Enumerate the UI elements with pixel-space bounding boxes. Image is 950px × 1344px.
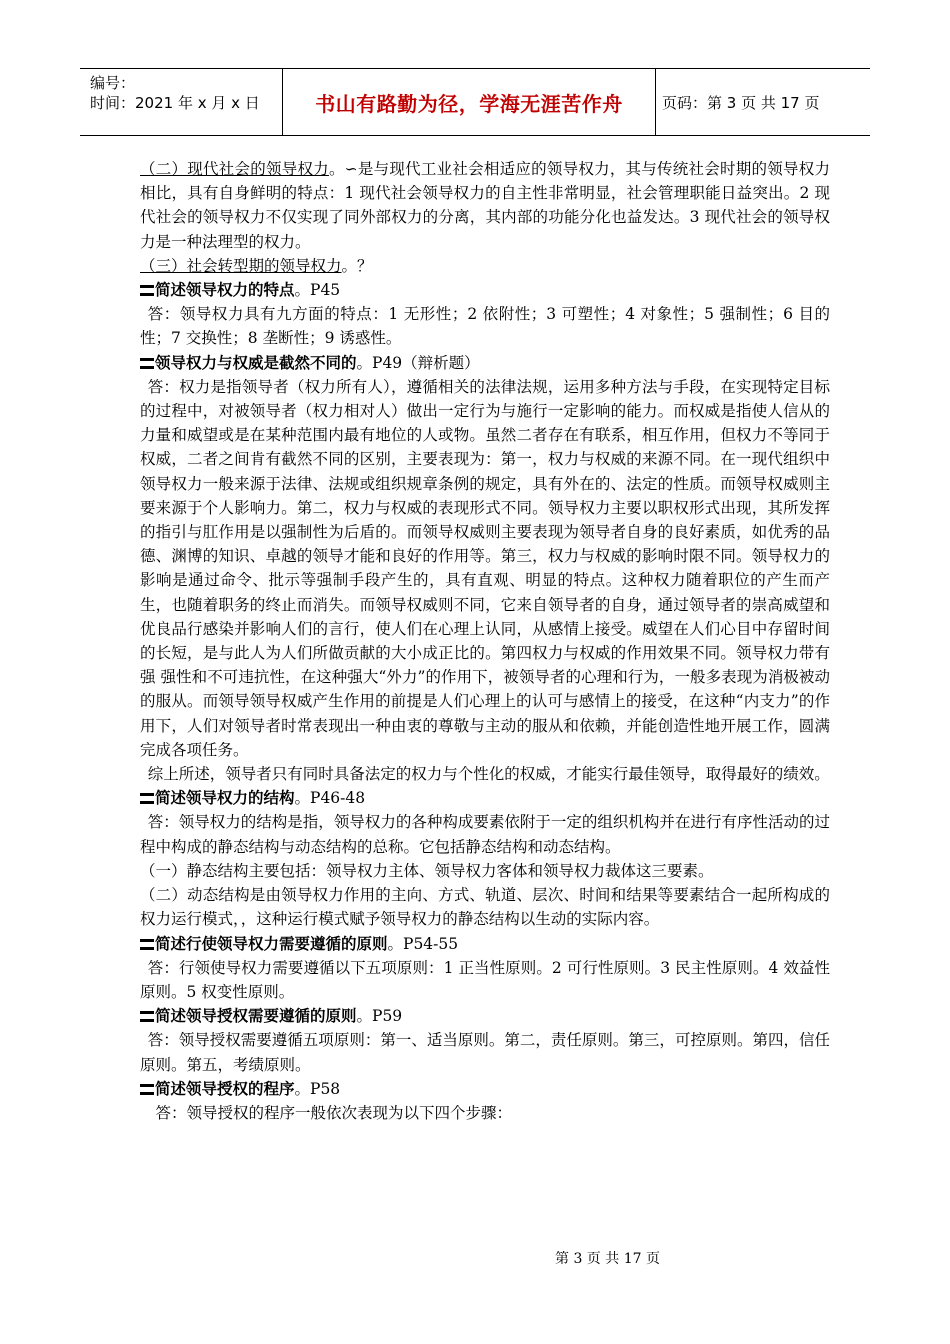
question-page-ref: 。P54-55 xyxy=(387,934,459,953)
question-heading xyxy=(140,932,830,956)
doc-number-label: 编号： xyxy=(90,74,136,92)
answer-paragraph: 答：领导授权需要遵循五项原则：第一、适当原则。第二，责任原则。第三，可控原则。第四，信任原则。第五，考绩原则。 xyxy=(140,1031,830,1074)
header-page-label: 页码：第 3 页 共 17 页 xyxy=(662,93,820,112)
question-text: 简述领导权力的结构 xyxy=(155,789,295,808)
question-heading xyxy=(140,1077,830,1101)
question-heading xyxy=(140,786,830,810)
answer-paragraph: 答：领导权力的结构是指，领导权力的各种构成要素依附于一定的组织机构并在进行有序性活动的过程中构成的静态结构与动态结构的总称。它包括静态结构和动态结构。 xyxy=(140,813,830,856)
document-body xyxy=(140,157,830,1125)
question-page-ref: 。P49（辩析题） xyxy=(356,353,480,372)
answer-dynamic-structure: （二）动态结构是由领导权力作用的主向、方式、轨道、层次、时间和结果等要素结合一起所构成的权力运行模式，，这种运行模式赋予领导权力的静态结构以生动的实际内容。 xyxy=(140,886,830,929)
question-text: 简述领导权力的特点 xyxy=(155,281,295,300)
heading-bullet-icon xyxy=(140,358,154,369)
header-motto-cell xyxy=(283,69,656,135)
question-page-ref: 。P46-48 xyxy=(294,789,366,808)
question-text: 简述行使领导权力需要遵循的原则 xyxy=(155,934,388,953)
question-page-ref: 。P58 xyxy=(294,1079,341,1098)
section-title-modern: （二）现代社会的领导权力 xyxy=(140,160,329,178)
section-title-transition: （三）社会转型期的领导权力 xyxy=(140,256,342,275)
heading-bullet-icon xyxy=(140,1084,154,1095)
answer-paragraph: 答：领导授权的程序一般依次表现为以下四个步骤： xyxy=(155,1103,513,1122)
heading-bullet-icon xyxy=(140,939,154,950)
answer-paragraph: 答：权力是指领导者（权力所有人），遵循相关的法律法规，运用多种方法与手段，在实现特定目标的过程中，对被领导者（权力相对人）做出一定行为与施行一定影响的能力。而权威是指使人信从的力量和威望或是在某种范围内最有地位的人或物。虽然二者存在有联系，相互作用，但权力不等同于权威，二者之间肯有截然不同的区别，主要表现为：第一，权力与权威的来源不同。在一现代组织中领导权力一般来源于法律、法规或组织规章条例的规定，具有外在的、法定的性质。而领导权威则主要来源于个人影响力。第二，权力与权威的表现形式不同。领导权力主要以职权形式出现，其所发挥的指引与肛作用是以强制性为后盾的。而领导权威则主要表现为领导者自身的良好素质，如优秀的品德、渊博的知识、卓越的领导才能和良好的作用等。第三，权力与权威的影响时限不同。领导权力的影响是通过命令、批示等强制手段产生的，具有直观、明显的特点。这种权力随着职位的产生而产生，也随着职务的终止而消失。而领导权威则不同，它来自领导者的自身，通过领导者的崇高威望和优良品行感染并影响人们的言行，使人们在心理上认同，从感情上接受。威望在人们心目中存留时间的长短，是与此人为人们所做贡献的大小成正比的。第四权力与权威的作用效果不同。领导权力带有强 强性和不可违抗性，在这种强大“外力”的作用下，被领导者的心理和行为，一般多表现为消极被动的服从。而领导领导权威产生作用的前提是人们心理上的认可与感情上的接受，在这种“内支力”的作用下，人们对领导者时常表现出一种由衷的尊敬与主动的服从和依赖，并能创造性地开展工作，圆满完成各项任务。 xyxy=(140,377,830,759)
answer-conclusion: 综上所述，领导者只有同时具备法定的权力与个性化的权威，才能实行最佳领导，取得最好的绩效。 xyxy=(147,765,830,784)
heading-bullet-icon xyxy=(140,285,154,296)
answer-static-structure: （一）静态结构主要包括：领导权力主体、领导权力客体和领导权力裁体这三要素。 xyxy=(140,861,714,880)
header-meta xyxy=(80,69,283,135)
question-text: 简述领导授权的程序 xyxy=(155,1079,295,1098)
page-header xyxy=(80,68,870,136)
page-footer: 第 3 页 共 17 页 xyxy=(555,1251,660,1267)
answer-paragraph: 答：行领使导权力需要遵循以下五项原则：1 正当性原则。2 可行性原则。3 民主性原则。4 效益性原则。5 权变性原则。 xyxy=(140,958,830,1001)
heading-bullet-icon xyxy=(140,793,154,804)
paragraph-modern-power xyxy=(140,157,830,254)
question-page-ref: 。P59 xyxy=(356,1007,403,1026)
answer-paragraph: 答：领导权力具有九方面的特点：1 无形性；2 依附性；3 可塑性；4 对象性；5 强制性；6 目的性；7 交换性；8 垄断性；9 诱惑性。 xyxy=(140,305,830,348)
section-text-transition: 。？ xyxy=(341,256,373,275)
question-text: 简述领导授权需要遵循的原则 xyxy=(155,1007,357,1026)
question-heading xyxy=(140,1004,830,1028)
question-heading xyxy=(140,351,830,375)
doc-time-label: 时间：2021 年 x 月 x 日 xyxy=(90,94,260,112)
question-page-ref: 。P45 xyxy=(294,281,341,300)
question-heading xyxy=(140,278,830,302)
header-motto: 书山有路勤为径，学海无涯苦作舟 xyxy=(315,91,623,116)
section-text-modern: 。∽是与现代工业社会相适应的领导权力，其与传统社会时期的领导权力相比，具有自身鲜明的特点：1 现代社会领导权力的自主性非常明显，社会管理职能日益突出。2 现代社会的领导权力不仅实现了同外部权力的分离，其内部的功能分化也益发达。3 现代社会的领导权力是一种法理型的权力。 xyxy=(140,160,830,251)
paragraph-transition-power xyxy=(140,254,830,278)
question-text: 领导权力与权威是截然不同的 xyxy=(155,353,357,372)
header-page-cell xyxy=(656,69,870,135)
heading-bullet-icon xyxy=(140,1011,154,1022)
